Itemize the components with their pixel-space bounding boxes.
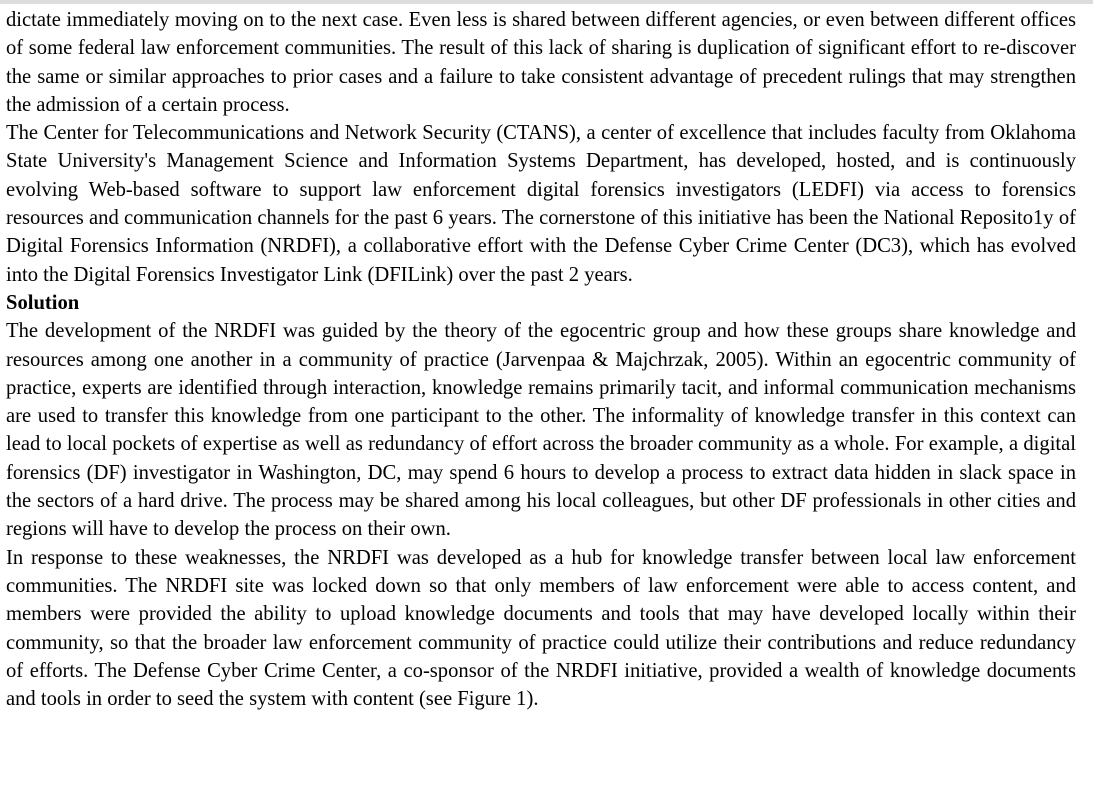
paragraph-intro-continuation: dictate immediately moving on to the next case. Even less is shared between different agencies, or even between different offices of some federal law enforcement communities. The result of this lack of sharing is duplication of significant effort to re-discover the same or similar approaches to prior cases and a failure to take consistent advantage of precedent rulings that may strengthen the admission of a certain process. [6,9,1076,116]
paragraph-ctans: The Center for Telecommunications and Network Security (CTANS), a center of excellence that includes faculty from Oklahoma State University's Management Science and Information Systems Department, has developed, hosted, and is continuously evolving Web-based software to support law enforcement digital forensics investigators (LEDFI) via access to forensics resources and communication channels for the past 6 years. The cornerstone of this initiative has been the National Reposito1y of Digital Forensics Information (NRDFI), a collaborative effort with the Defense Cyber Crime Center (DC3), which has evolved into the Digital Forensics Investigator Link (DFILink) over the past 2 years. [6,122,1076,286]
document-page [6,6,1076,713]
paragraph-solution-response: In response to these weaknesses, the NRDFI was developed as a hub for knowledge transfer between local law enforcement communities. The NRDFI site was locked down so that only members of law enforcement were able to access content, and members were provided the ability to upload knowledge documents and tools that may have developed locally within their community, so that the broader law enforcement community of practice could utilize their contributions and reduce redundancy of efforts. The Defense Cyber Crime Center, a co-sponsor of the NRDFI initiative, provided a wealth of knowledge documents and tools in order to seed the system with content (see Figure 1). [6,546,1076,711]
paragraph-solution-theory: The development of the NRDFI was guided by the theory of the egocentric group and how these groups share knowledge and resources among one another in a community of practice (Jarvenpaa & Majchrzak, 2005). Within an egocentric community of practice, experts are identified through interaction, knowledge remains primarily tacit, and informal communication mechanisms are used to transfer this knowledge from one participant to the other. The informality of knowledge transfer in this context can lead to local pockets of expertise as well as redundancy of effort across the broader community as a whole. For example, a digital forensics (DF) investigator in Washington, DC, may spend 6 hours to develop a process to extract data hidden in slack space in the sectors of a hard drive. The process may be shared among his local colleagues, but other DF professionals in other cities and regions will have to develop the process on their own. [6,320,1076,541]
top-edge-rule [0,0,1093,4]
section-heading-solution: Solution [6,291,80,314]
